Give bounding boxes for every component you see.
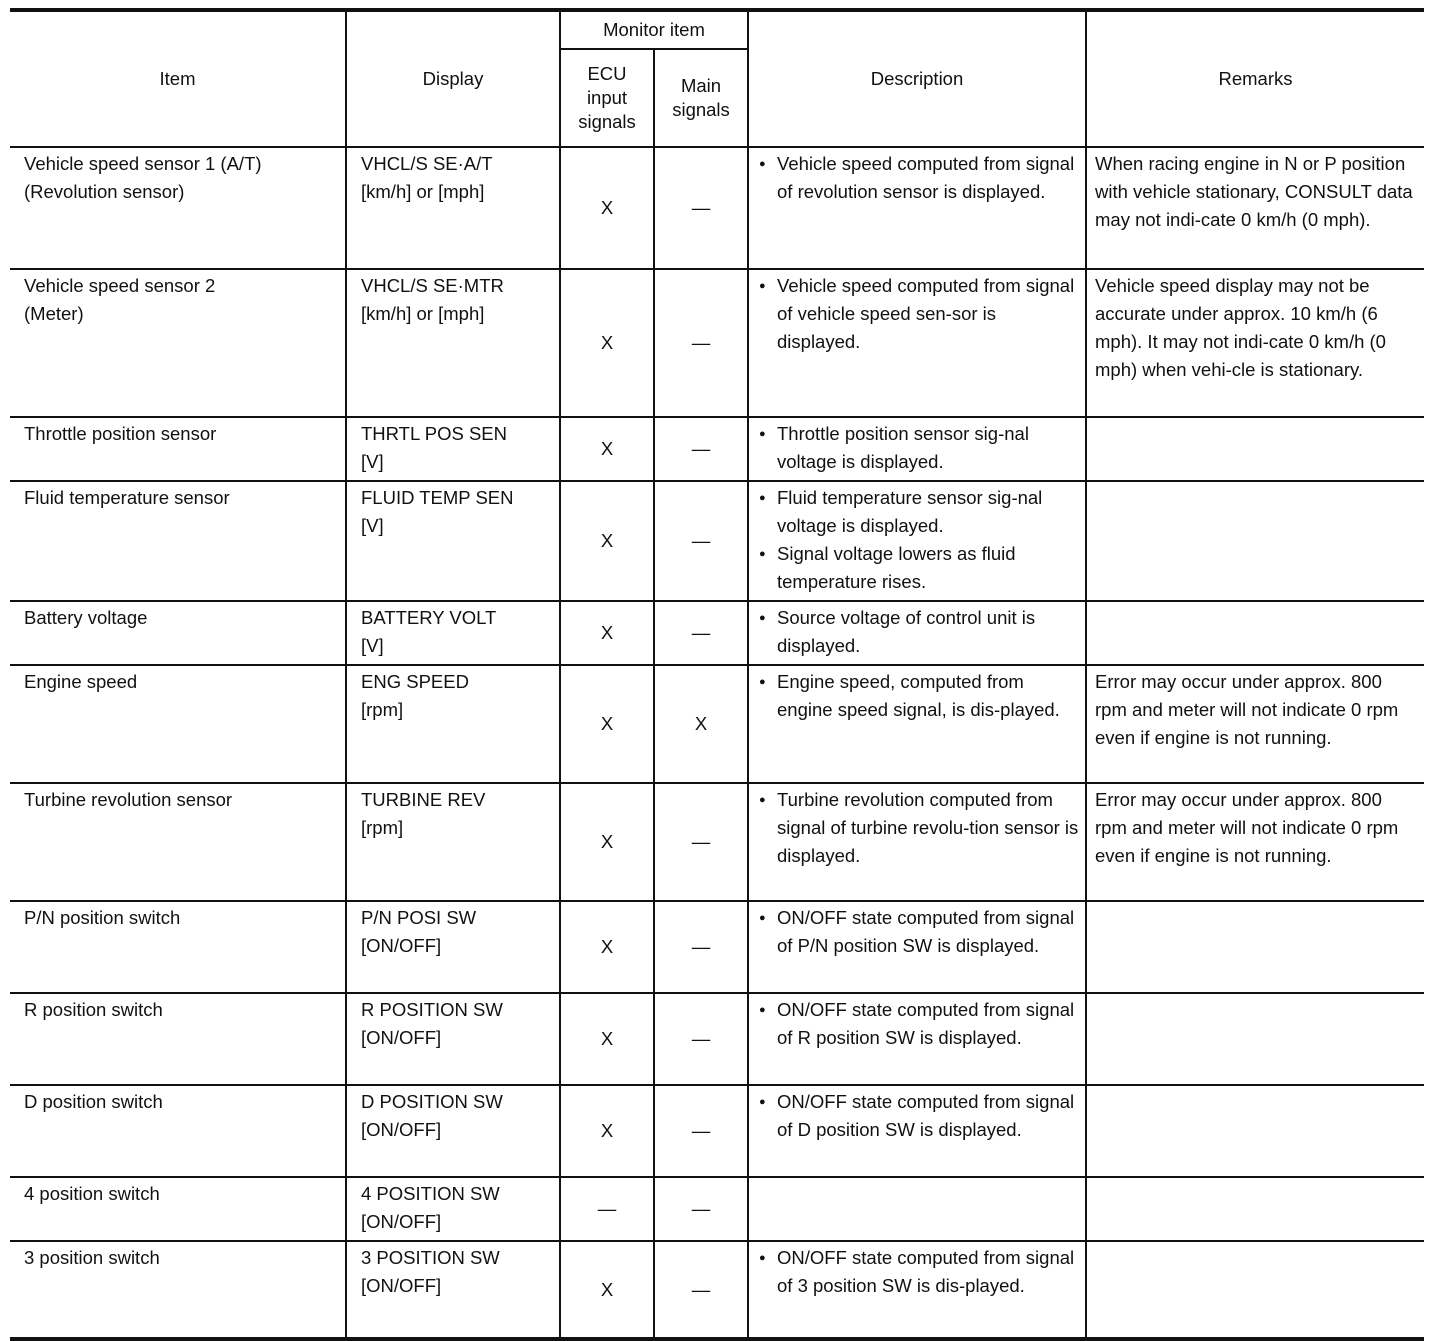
display-cell: 3 POSITION SW [ON/OFF] (346, 1241, 560, 1339)
description-bullet: ● Vehicle speed computed from signal of revolution sensor is displayed. (757, 150, 1079, 206)
table-row (10, 147, 1424, 269)
main-signal-mark: — (654, 601, 748, 665)
remarks-cell: Error may occur under approx. 800 rpm and meter will not indicate 0 rpm even if engine is not running. (1086, 665, 1424, 783)
remarks-cell: Error may occur under approx. 800 rpm and meter will not indicate 0 rpm even if engine is not running. (1086, 783, 1424, 901)
display-cell: VHCL/S SE·MTR [km/h] or [mph] (346, 269, 560, 417)
description-cell (748, 1241, 1086, 1339)
main-signal-mark: — (654, 783, 748, 901)
table-row (10, 901, 1424, 993)
description-cell (748, 481, 1086, 601)
main-signal-mark: — (654, 417, 748, 481)
table-row (10, 665, 1424, 783)
item-cell: Vehicle speed sensor 2 (Meter) (10, 269, 346, 417)
display-cell: D POSITION SW [ON/OFF] (346, 1085, 560, 1177)
description-list (757, 604, 1079, 660)
main-signal-mark: — (654, 147, 748, 269)
ecu-input-mark: X (560, 417, 654, 481)
header-description: Description (748, 10, 1086, 147)
description-bullet: ● Vehicle speed computed from signal of vehicle speed sen-sor is displayed. (757, 272, 1079, 356)
item-cell: D position switch (10, 1085, 346, 1177)
description-cell (748, 665, 1086, 783)
main-signal-mark: — (654, 481, 748, 601)
description-cell (748, 601, 1086, 665)
main-signal-mark: — (654, 1241, 748, 1339)
description-list (757, 1088, 1079, 1144)
remarks-cell: Vehicle speed display may not be accurate under approx. 10 km/h (6 mph). It may not indi-cate 0 km/h (0 mph) when vehi-cle is stationary. (1086, 269, 1424, 417)
description-bullet: ● Source voltage of control unit is displayed. (757, 604, 1079, 660)
remarks-cell (1086, 993, 1424, 1085)
ecu-input-mark: X (560, 901, 654, 993)
description-list (757, 786, 1079, 870)
main-signal-mark: — (654, 901, 748, 993)
remarks-cell (1086, 417, 1424, 481)
description-cell (748, 901, 1086, 993)
item-cell: Vehicle speed sensor 1 (A/T) (Revolution sensor) (10, 147, 346, 269)
display-cell: THRTL POS SEN [V] (346, 417, 560, 481)
display-cell: R POSITION SW [ON/OFF] (346, 993, 560, 1085)
main-signal-mark: — (654, 993, 748, 1085)
description-list (757, 420, 1079, 476)
main-signal-mark: — (654, 1085, 748, 1177)
remarks-cell (1086, 1177, 1424, 1241)
remarks-cell (1086, 601, 1424, 665)
ecu-input-mark: X (560, 1241, 654, 1339)
description-cell (748, 1085, 1086, 1177)
item-cell: P/N position switch (10, 901, 346, 993)
table-row (10, 993, 1424, 1085)
monitor-item-table (10, 8, 1424, 1341)
display-cell: FLUID TEMP SEN [V] (346, 481, 560, 601)
display-cell: ENG SPEED [rpm] (346, 665, 560, 783)
description-list (757, 150, 1079, 206)
description-list (757, 996, 1079, 1052)
description-cell (748, 783, 1086, 901)
remarks-cell (1086, 1085, 1424, 1177)
main-signal-mark: — (654, 1177, 748, 1241)
item-cell: 3 position switch (10, 1241, 346, 1339)
description-list (757, 904, 1079, 960)
item-cell: R position switch (10, 993, 346, 1085)
header-main-signals: Main signals (654, 49, 748, 147)
table-row (10, 481, 1424, 601)
ecu-input-mark: X (560, 665, 654, 783)
display-cell: 4 POSITION SW [ON/OFF] (346, 1177, 560, 1241)
description-cell (748, 417, 1086, 481)
remarks-cell (1086, 1241, 1424, 1339)
remarks-cell: When racing engine in N or P position with vehicle stationary, CONSULT data may not indi-cate 0 km/h (0 mph). (1086, 147, 1424, 269)
item-cell: Throttle position sensor (10, 417, 346, 481)
item-cell: Turbine revolution sensor (10, 783, 346, 901)
table-row (10, 417, 1424, 481)
item-cell: 4 position switch (10, 1177, 346, 1241)
ecu-input-mark: X (560, 993, 654, 1085)
remarks-cell (1086, 901, 1424, 993)
display-cell: P/N POSI SW [ON/OFF] (346, 901, 560, 993)
description-bullet: ● ON/OFF state computed from signal of 3 position SW is dis-played. (757, 1244, 1079, 1300)
ecu-input-mark: X (560, 783, 654, 901)
table-header (10, 10, 1424, 147)
display-cell: TURBINE REV [rpm] (346, 783, 560, 901)
table-row (10, 269, 1424, 417)
description-bullet: ● ON/OFF state computed from signal of P/N position SW is displayed. (757, 904, 1079, 960)
main-signal-mark: X (654, 665, 748, 783)
header-item: Item (10, 10, 346, 147)
display-cell: VHCL/S SE·A/T [km/h] or [mph] (346, 147, 560, 269)
description-bullet: ● Fluid temperature sensor sig-nal voltage is displayed. (757, 484, 1079, 540)
ecu-input-mark: X (560, 601, 654, 665)
table-row (10, 783, 1424, 901)
remarks-cell (1086, 481, 1424, 601)
description-list (757, 484, 1079, 596)
description-cell (748, 147, 1086, 269)
description-bullet: ● Engine speed, computed from engine speed signal, is dis-played. (757, 668, 1079, 724)
header-monitor-item: Monitor item (560, 10, 748, 49)
description-list (757, 1244, 1079, 1300)
item-cell: Battery voltage (10, 601, 346, 665)
ecu-input-mark: X (560, 269, 654, 417)
item-cell: Fluid temperature sensor (10, 481, 346, 601)
description-list (757, 668, 1079, 724)
ecu-input-mark: X (560, 481, 654, 601)
description-cell (748, 1177, 1086, 1241)
ecu-input-mark: — (560, 1177, 654, 1241)
table-row (10, 1085, 1424, 1177)
description-cell (748, 993, 1086, 1085)
table-row (10, 601, 1424, 665)
ecu-input-mark: X (560, 1085, 654, 1177)
table-body (10, 147, 1424, 1339)
description-bullet: ● ON/OFF state computed from signal of R position SW is displayed. (757, 996, 1079, 1052)
table-row (10, 1241, 1424, 1339)
item-cell: Engine speed (10, 665, 346, 783)
description-bullet: ● Throttle position sensor sig-nal voltage is displayed. (757, 420, 1079, 476)
main-signal-mark: — (654, 269, 748, 417)
display-cell: BATTERY VOLT [V] (346, 601, 560, 665)
header-ecu-input-signals: ECU input signals (560, 49, 654, 147)
ecu-input-mark: X (560, 147, 654, 269)
header-display: Display (346, 10, 560, 147)
table-row (10, 1177, 1424, 1241)
description-bullet: ● Turbine revolution computed from signal of turbine revolu-tion sensor is displayed. (757, 786, 1079, 870)
description-bullet: ● Signal voltage lowers as fluid temperature rises. (757, 540, 1079, 596)
description-bullet: ● ON/OFF state computed from signal of D position SW is displayed. (757, 1088, 1079, 1144)
description-list (757, 272, 1079, 356)
header-remarks: Remarks (1086, 10, 1424, 147)
description-cell (748, 269, 1086, 417)
